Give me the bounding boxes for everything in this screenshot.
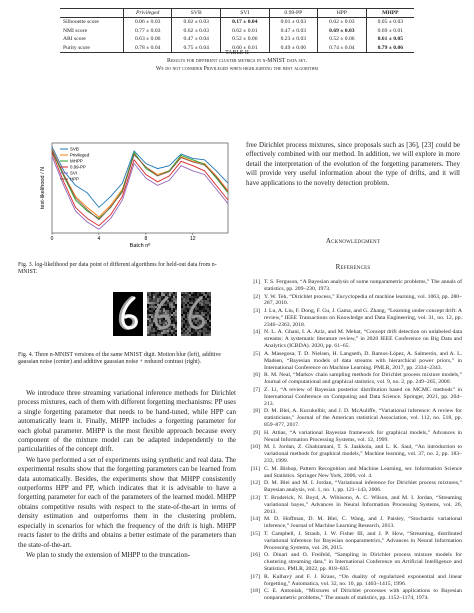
table-caption-line2: We do not consider Privileged when highlighting the best algorithm xyxy=(155,66,319,72)
reference-number: [16] xyxy=(250,552,260,559)
reference-number: [15] xyxy=(250,530,260,537)
table-header-cell: HPP xyxy=(318,9,367,18)
table-cell: 0.47 ± 0.04 xyxy=(172,35,221,43)
reference-number: [4] xyxy=(253,329,260,336)
table-caption-line1: Results for different cluster metrics in n-MNIST data set. xyxy=(166,58,308,64)
reference-item xyxy=(246,480,462,494)
reference-text: D. M. Blei and M. I. Jordan, “Variational inference for Dirichlet process mixtures,” Bayesian analysis, vol. 1, no. 1, pp. 121–143, 2006. xyxy=(264,480,462,494)
table-row xyxy=(60,18,414,27)
table-caption-number: TABLE II xyxy=(225,50,249,56)
reference-number: [3] xyxy=(253,308,260,314)
reference-item xyxy=(246,279,462,293)
table-row xyxy=(60,35,414,43)
x-axis-label: Batch nº xyxy=(129,243,151,249)
table-header-row xyxy=(60,9,414,18)
reference-number: [8] xyxy=(253,408,260,415)
reference-number: [18] xyxy=(250,588,260,595)
fig3-caption: Fig. 3. log-likelihood per data point of different algorithms for held-out data from n-MNIST. xyxy=(18,262,217,276)
table-cell: 0.79 ± 0.06 xyxy=(377,44,404,51)
reference-text: Z. Li, “A review of Bayesian posterior distribution based on MCMC methods” in International Conference on Computing and Data Science. Springer, 2021, pp. 204–213. xyxy=(264,386,462,407)
reference-item xyxy=(246,588,462,602)
reference-item xyxy=(246,444,462,465)
x-tick-label: 4 xyxy=(97,236,101,242)
reference-text: R. Kulhavý and F. J. Kraus, “On duality of regularized exponential and linear forgetting,” Automatica, vol. 32, no. 10, pp. 1403–1415, 1996. xyxy=(264,573,462,587)
table-cell: 0.49 ± 0.06 xyxy=(269,44,318,53)
reference-number: [10] xyxy=(250,444,260,451)
paragraph: We plan to study the extension of MHPP to the truncation- xyxy=(26,550,191,559)
table-header-cell: MHPP xyxy=(382,10,399,16)
table-cell: 0.02 ± 0.03 xyxy=(318,18,367,27)
reference-text: D. M. Blei, A. Kucukelbir, and J. D. McAuliffe, “Variational inference: A review for statisticians,” Journal of the American statistical Association, vol. 112, no. 518, pp. 859–877, 2017. xyxy=(264,408,462,429)
likelihood-plot-svg xyxy=(18,137,236,249)
reference-text: Y. W. Teh, “Dirichlet process,” Encyclopedia of machine learning, vol. 1063, pp. 280–287, 2010. xyxy=(264,293,462,307)
reference-item xyxy=(246,408,462,429)
table-cell: 0.63 ± 0.06 xyxy=(123,35,172,43)
table-header-cell: SVB xyxy=(172,9,221,18)
x-tick-label: 12 xyxy=(190,236,196,242)
reference-number: [11] xyxy=(250,465,260,472)
table-cell: 0.02 ± 0.03 xyxy=(172,18,221,27)
reference-text: C. E. Antoniak, “Mixtures of Dirichlet processes with applications to Bayesian nonparametric problems,” The annals of statistics, pp. 1152–1174, 1974. xyxy=(264,588,462,602)
x-tick-label: 0 xyxy=(50,236,54,242)
paragraph: We have performed a set of experiments using synthetic and real data. The experimental results show that the forgetting parameters can be learned from data automatically. Besides, the experiments show that MHPP consistently outperforms HPP and PP, which indicates that it is advisable to have a forgetting parameter for each of the parameters of the learned model. MHPP obtains competitive results with respect to the state-of-the-art in terms of density estimation and outperforms them in the clustering problem, especially in scenarios for which the frequency of the drift is high. MHPP reacts faster to the drifts and obtains a better estimate of the parameters than the state-of-the-art. xyxy=(18,455,236,549)
reference-item xyxy=(246,387,462,408)
table-row-label: NMI score xyxy=(60,27,123,35)
reference-number: [7] xyxy=(253,386,260,393)
reference-text: J. Lu, A. Liu, F. Dong, F. Gu, J. Gama, and G. Zhang, “Learning under concept drift: A review,” IEEE Transactions on Knowledge and Data Engineering, vol. 31, no. 12, pp. 2346–2363, 2018. xyxy=(264,308,462,328)
reference-item xyxy=(246,531,462,552)
left-column-text xyxy=(18,389,236,561)
reference-text: O. Dinari and O. Freifeld, “Sampling in Dirichlet process mixture models for clustering streaming data,” in International Conference on Artificial Intelligence and Statistics. PMLR, 2022, pp. 818–835. xyxy=(264,552,462,573)
reference-text: T. S. Ferguson, “A Bayesian analysis of some nonparametric problems,” The annals of statistics, pp. 209–230, 1973. xyxy=(264,279,462,292)
reference-number: [5] xyxy=(253,350,260,357)
table-row xyxy=(60,27,414,35)
table-cell: 0.62 ± 0.01 xyxy=(221,27,270,35)
table-cell: 0.60 ± 0.01 xyxy=(221,44,270,53)
table-header-cell: Privileged xyxy=(123,9,172,18)
reference-number: [13] xyxy=(250,494,260,501)
likelihood-plot xyxy=(18,137,236,249)
table-cell: 0.69 ± 0.03 xyxy=(318,27,367,35)
reference-item xyxy=(246,516,462,530)
paragraph: free Dirichlet process mixtures, since proposals such as [36], [23] could be effectively combined with our method. In addition, we will explore in more detail the interpretation of the evolution of the forgetting parameters. They will provide very useful information about the type of drifts, and it will have applications to the novelty detection problem. xyxy=(246,141,460,187)
table-row-label: Silhouette score xyxy=(60,18,123,27)
reference-item xyxy=(246,308,462,329)
table-cell: 0.62 ± 0.03 xyxy=(172,27,221,35)
reference-number: [17] xyxy=(250,573,260,580)
x-tick-label: 8 xyxy=(144,236,148,242)
table-cell: 0.52 ± 0.06 xyxy=(221,35,270,43)
table-row-label: ARI score xyxy=(60,35,123,43)
reference-text: T. Broderick, N. Boyd, A. Wibisono, A. C. Wilson, and M. I. Jordan, “Streaming variational bayes,” Advances in Neural Information Processing Systems, vol. 26, 2013. xyxy=(264,494,462,515)
legend-label: SVB xyxy=(70,146,79,152)
reference-text: M. D. Hoffman, D. M. Blei, C. Wang, and J. Paisley, “Stochastic variational inference,” Journal of Machine Learning Research, 2013. xyxy=(264,516,462,530)
reference-item xyxy=(246,495,462,516)
table-header-cell: SVI xyxy=(221,9,270,18)
table-cell: 0.05 ± 0.03 xyxy=(377,19,404,26)
reference-text: N. L. A. Ghani, I. A. Aziz, and M. Mehat, “Concept drift detection on unlabeled data streams: A systematic literature review,” in 2020 IEEE Conference on Big Data and Analytics (ICBDA). 2020, pp. 61–65. xyxy=(264,329,462,350)
paragraph: We introduce three streaming variational inference methods for Dirichlet process mixtures, each of them with different forgetting mechanisms: PP uses a single forgetting parameter that needs to be hand-tuned, while HPP can automatically learn it. Finally, MHPP includes a forgetting parameter for each global parameter. MHPP is the most flexible approach because every component of the mixture model can be adapted independently to the particularities of the concept drift. xyxy=(18,389,236,454)
reference-item xyxy=(246,351,462,372)
table-cell: 0.61 ± 0.05 xyxy=(377,36,404,43)
reference-item xyxy=(246,430,462,444)
table-cell: 0.69 ± 0.01 xyxy=(377,27,404,34)
reference-item xyxy=(246,294,462,308)
acknowledgment-heading: Acknowledgment xyxy=(325,237,381,245)
reference-item xyxy=(246,466,462,480)
reference-number: [2] xyxy=(253,293,260,300)
reference-number: [12] xyxy=(250,480,260,487)
legend-label: 0.99-PP xyxy=(70,164,86,170)
table-cell: 0.01 ± 0.03 xyxy=(269,18,318,27)
legend-label: MHPP xyxy=(70,158,83,164)
references-heading: References xyxy=(335,263,371,271)
fig4-caption: Fig. 4. Three n-MNIST versions of the same MNIST digit. Motion blur (left), additive gaussian noise (center) and additive gaussian noise + reduced contrast (right). xyxy=(18,352,222,366)
legend-label: Privileged xyxy=(70,152,90,158)
digit-noise-low-contrast-image xyxy=(181,292,211,336)
table-row-label: Purity score xyxy=(60,44,123,53)
table-cell: 0.77 ± 0.03 xyxy=(123,27,172,35)
reference-number: [6] xyxy=(253,372,260,379)
reference-number: [14] xyxy=(250,516,260,523)
nmnist-digits xyxy=(113,292,213,338)
table-cell: 0.47 ± 0.03 xyxy=(269,27,318,35)
reference-number: [9] xyxy=(253,429,260,436)
reference-item xyxy=(246,372,462,386)
table-cell: 0.74 ± 0.04 xyxy=(318,44,367,53)
table-cell: 0.78 ± 0.04 xyxy=(123,44,172,53)
reference-text: R. M. Neal, “Markov chain sampling methods for Dirichlet process mixture models,” Journal of computational and graphical statistics, vol. 9, no. 2, pp. 249–265, 2000. xyxy=(264,372,462,386)
legend-label: SVI xyxy=(70,170,78,176)
reference-text: T. Campbell, J. Straub, J. W. Fisher III, and J. P. How, “Streaming, distributed variational inference for Bayesian nonparametrics,” Advances in Neural Information Processing Systems, vol. 28, 2015. xyxy=(264,530,462,551)
reference-item xyxy=(246,552,462,573)
table-cell: 0.23 ± 0.03 xyxy=(269,35,318,43)
table-cell: 0.52 ± 0.06 xyxy=(318,35,367,43)
digit-gaussian-noise-image xyxy=(147,292,177,336)
reference-text: C. M. Bishop, Pattern Recognition and Machine Learning, ser. Information Science and Statistics. Springer New York, 2006, vol. 4. xyxy=(264,465,462,479)
table-header-cell: 0.99-PP xyxy=(269,9,318,18)
reference-number: [1] xyxy=(253,279,260,285)
legend-label: HPP xyxy=(70,176,80,182)
reference-item xyxy=(246,329,462,350)
reference-text: H. Attias, “A variational Bayesian framework for graphical models,” Advances in Neural Information Processing Systems, vol. 12, 1999. xyxy=(264,429,462,443)
references-list xyxy=(246,279,462,603)
digit-motion-blur-image xyxy=(113,292,143,336)
table-header-cell xyxy=(60,9,123,18)
table-cell: 0.06 ± 0.03 xyxy=(123,18,172,27)
table-cell: 0.17 ± 0.04 xyxy=(221,18,270,27)
reference-item xyxy=(246,574,462,588)
table-cell: 0.75 ± 0.04 xyxy=(172,44,221,53)
results-table xyxy=(60,8,414,53)
y-axis-label: test-likelihood / N xyxy=(40,166,46,210)
reference-text: M. I. Jordan, Z. Ghahramani, T. S. Jaakkola, and L. K. Saul, “An introduction to variational methods for graphical models,” Machine learning, vol. 37, no. 2, pp. 183–233, 1999. xyxy=(264,444,462,465)
reference-text: A. Masegosa, T. D. Nielsen, H. Langseth, D. Ramos-López, A. Salmerón, and A. L. Madsen, “Bayesian models of data streams with hierarchical power priors,” in International Conference on Machine Learning. PMLR, 2017, pp. 2334–2343. xyxy=(264,350,462,371)
right-column-text xyxy=(246,141,460,188)
